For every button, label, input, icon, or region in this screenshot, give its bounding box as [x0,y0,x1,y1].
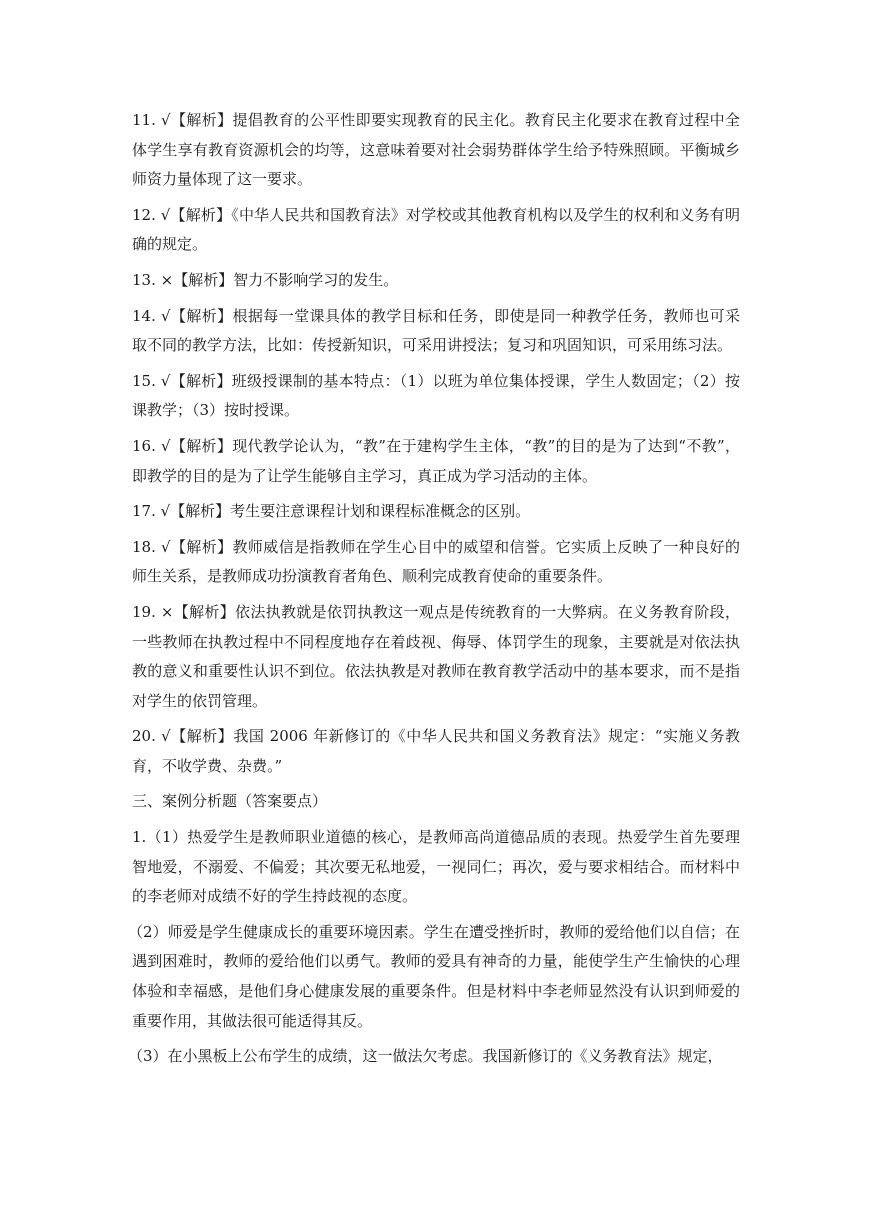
document-body [128,106,740,1078]
answer-16: 16. √【解析】现代教学论认为，“教”在于建构学生主体，“教”的目的是为了达到“不教”，即教学的目的是为了让学生能够自主学习，真正成为学习活动的主体。 [132,436,740,485]
case-1-part-2: （2）师爱是学生健康成长的重要环境因素。学生在遭受挫折时，教师的爱给他们以自信；在遇到困难时，教师的爱给他们以勇气。教师的爱具有神奇的力量，能使学生产生愉快的心理体验和幸福感，是他们身心健康发展的重要条件。但是材料中李老师显然没有认识到师爱的重要作用，其做法很可能适得其反。 [128,922,740,1030]
answer-19: 19. ×【解析】依法执教就是依罚执教这一观点是传统教育的一大弊病。在义务教育阶段，一些教师在执教过程中不同程度地存在着歧视、侮辱、体罚学生的现象，主要就是对依法执教的意义和重要性认识不到位。依法执教是对教师在教育教学活动中的基本要求，而不是指对学生的依罚管理。 [132,602,740,710]
answer-15: 15. √【解析】班级授课制的基本特点：（1）以班为单位集体授课，学生人数固定；（2）按课教学；（3）按时授课。 [132,371,740,420]
answer-14: 14. √【解析】根据每一堂课具体的教学目标和任务，即使是同一种教学任务，教师也可采取不同的教学方法，比如：传授新知识，可采用讲授法；复习和巩固知识，可采用练习法。 [132,306,740,355]
answer-17: 17. √【解析】考生要注意课程计划和课程标准概念的区别。 [132,502,531,521]
answer-18: 18. √【解析】教师威信是指教师在学生心目中的威望和信誉。它实质上反映了一种良好的师生关系，是教师成功扮演教育者角色、顺利完成教育使命的重要条件。 [132,537,740,586]
case-1-part-3: （3）在小黑板上公布学生的成绩，这一做法欠考虑。我国新修订的《义务教育法》规定， [128,1047,723,1066]
answer-11: 11. √【解析】提倡教育的公平性即要实现教育的民主化。教育民主化要求在教育过程中全体学生享有教育资源机会的均等，这意味着要对社会弱势群体学生给予特殊照顾。平衡城乡师资力量体现了这一要求。 [132,111,740,189]
answer-13: 13. ×【解析】智力不影响学习的发生。 [132,270,399,289]
answer-12: 12. √【解析】《中华人民共和国教育法》对学校或其他教育机构以及学生的权利和义务有明确的规定。 [132,205,740,254]
answer-20: 20. √【解析】我国 2006 年新修订的《中华人民共和国义务教育法》规定：“实施义务教育，不收学费、杂费。” [132,727,740,775]
section-heading: 三、案例分析题（答案要点） [132,792,328,811]
case-1-part-1: 1.（1）热爱学生是教师职业道德的核心，是教师高尚道德品质的表现。热爱学生首先要理智地爱，不溺爱、不偏爱；其次要无私地爱，一视同仁；再次，爱与要求相结合。而材料中的李老师对成绩不好的学生持歧视的态度。 [132,828,740,906]
